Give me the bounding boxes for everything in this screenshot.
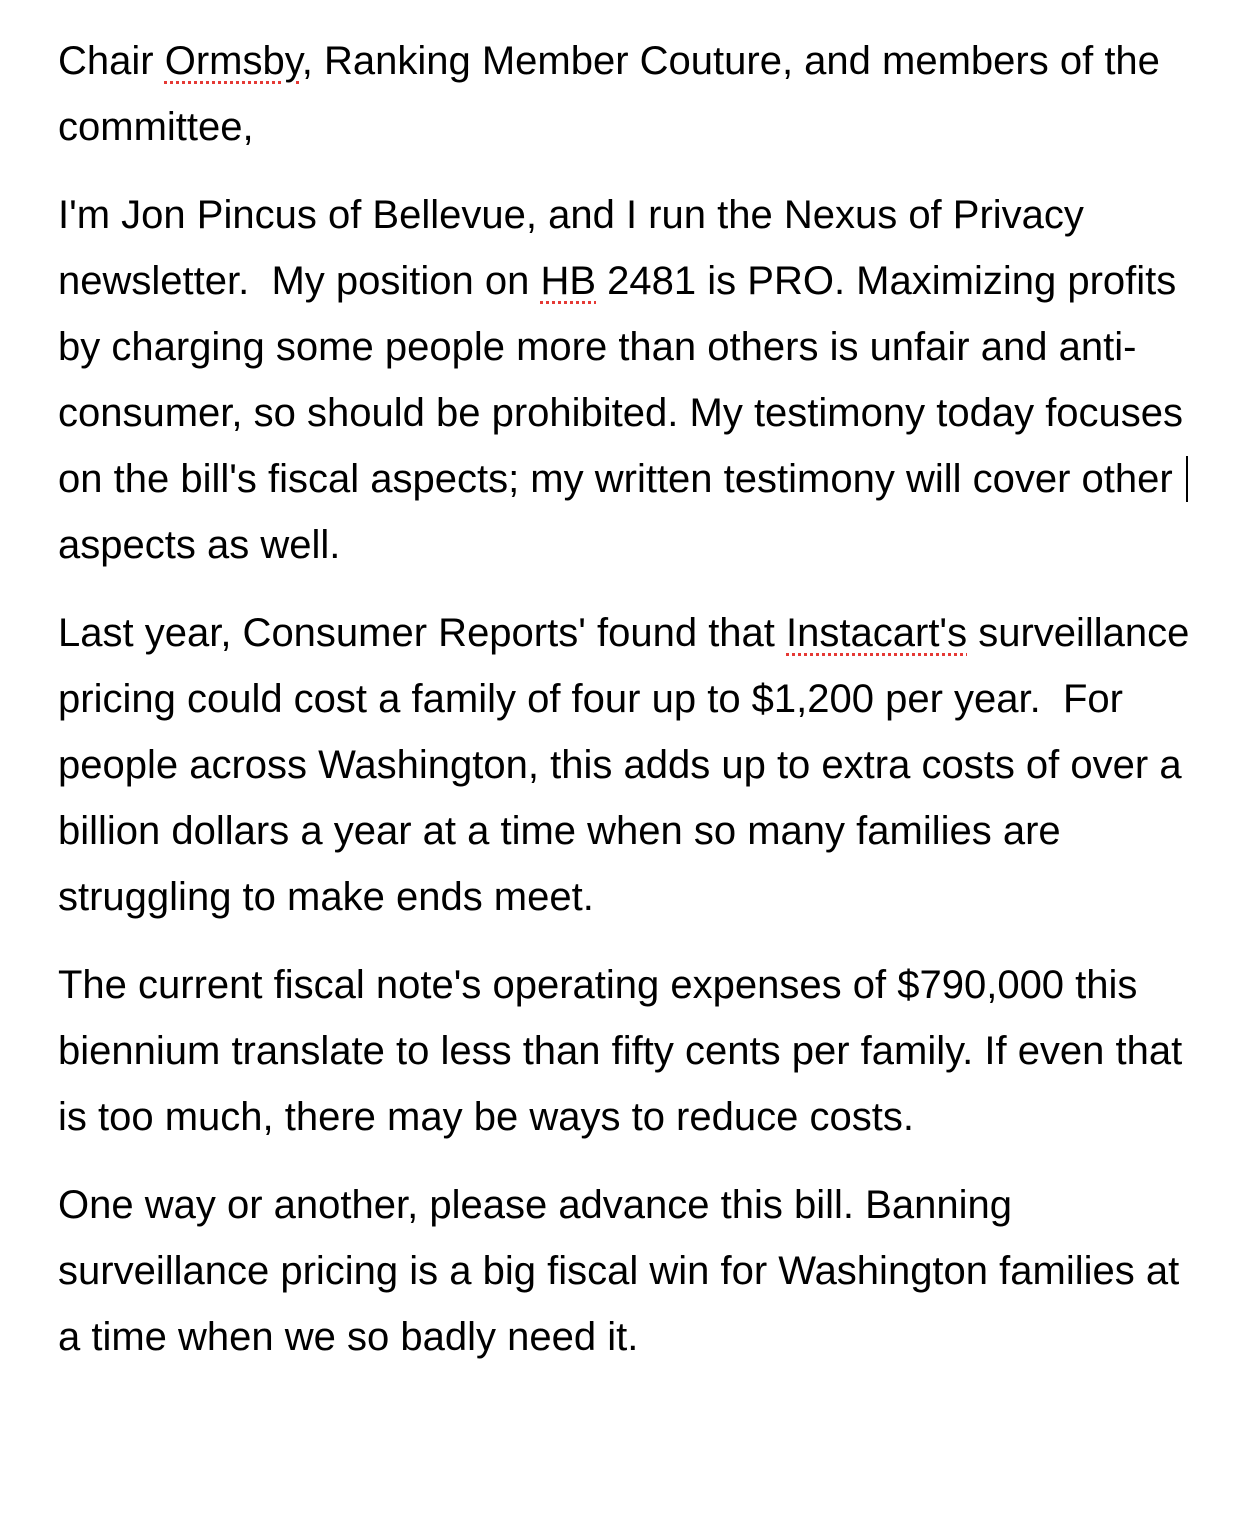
misspelled-word-instacart[interactable]: Instacart's [786,611,968,655]
intro-text-start: I'm Jon Pincus of Bellevue, and I run the Nexus of Privacy newsletter. My position on [58,193,1096,303]
paragraph-fiscal-note [58,952,1208,1150]
reports-text-start: Last year, Consumer Reports' found that [58,611,787,655]
paragraph-consumer-reports [58,600,1208,930]
paragraph-introduction [58,182,1208,578]
closing-text: One way or another, please advance this bill. Banning surveillance pricing is a big fiscal win for Washington families at a time when we so badly need it. [58,1183,1191,1359]
document-body[interactable] [58,28,1208,1392]
paragraph-closing [58,1172,1208,1370]
text-cursor [1186,456,1188,502]
salutation-text-end: , Ranking Member Couture, and members of the committee, [58,39,1172,149]
intro-text-middle: 2481 is PRO. Maximizing profits by charging some people more than others is unfair and anti-consumer, so should be prohibited. My testimony today focuses on the bill's fiscal aspects; my written testimony will cover other [58,259,1195,501]
intro-text-end: aspects as well. [58,523,341,567]
paragraph-salutation [58,28,1208,160]
misspelled-word-ormsby[interactable]: Ormsby [164,39,302,83]
misspelled-word-hb[interactable]: HB [540,259,597,303]
reports-text-end: surveillance pricing could cost a family of four up to $1,200 per year. For people across Washington, this adds up to extra costs of over a billion dollars a year at a time when so many families are struggling to make ends meet. [58,611,1201,919]
salutation-text-start: Chair [58,39,165,83]
fiscal-note-text: The current fiscal note's operating expenses of $790,000 this biennium translate to less than fifty cents per family. If even that is too much, there may be ways to reduce costs. [58,963,1194,1139]
